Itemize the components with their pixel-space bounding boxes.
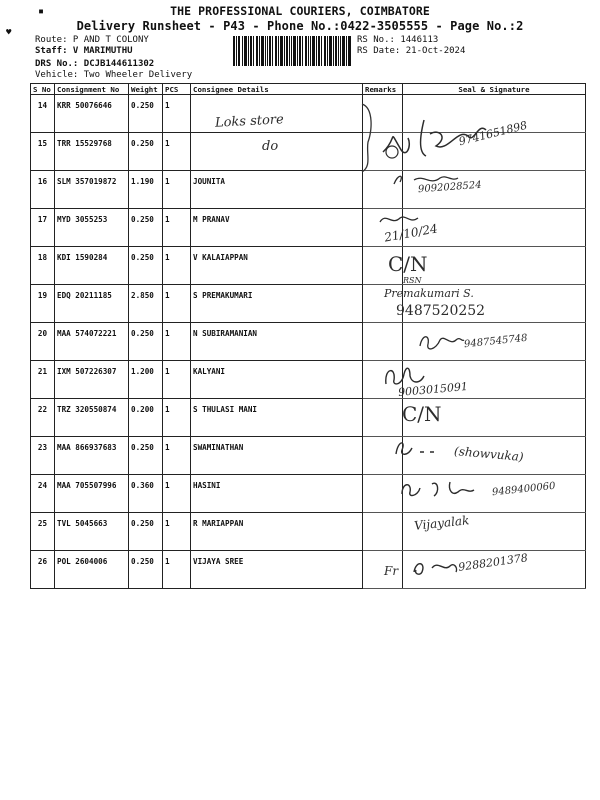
signature-phone-r19: 9487520252 xyxy=(396,303,486,319)
drs-value: DCJB144611302 xyxy=(83,59,155,69)
cell-weight: 0.250 xyxy=(129,247,163,285)
cell-consignee: S THULASI MANI xyxy=(191,399,363,437)
col-header-remarks: Remarks xyxy=(363,84,403,95)
col-header-consignment: Consignment No xyxy=(55,84,129,95)
cell-seal-signature xyxy=(403,171,586,209)
cell-sno: 18 xyxy=(31,247,55,285)
rs-date: RS Date: 21-Oct-2024 xyxy=(357,46,466,56)
cell-remarks xyxy=(363,285,403,323)
cell-pcs: 1 xyxy=(163,171,191,209)
cell-consignee: JOUNITA xyxy=(191,171,363,209)
cell-consignment-no: KRR 50076646 xyxy=(55,95,129,133)
handwritten-consignee-r14: Loks store xyxy=(214,112,285,131)
cell-sno: 25 xyxy=(31,513,55,551)
cell-seal-signature xyxy=(403,437,586,475)
cell-consignment-no: TVL 5045663 xyxy=(55,513,129,551)
table-row xyxy=(31,437,586,475)
signature-cn-r22: C/N xyxy=(402,402,442,426)
cell-sno: 14 xyxy=(31,95,55,133)
cell-remarks xyxy=(363,551,403,589)
table-row xyxy=(31,323,586,361)
cell-consignment-no: IXM 507226307 xyxy=(55,361,129,399)
cell-weight: 0.250 xyxy=(129,209,163,247)
handwritten-consignee-r15: do xyxy=(262,139,279,154)
cell-weight: 0.250 xyxy=(129,437,163,475)
runsheet-table xyxy=(30,83,586,589)
col-header-seal-signature: Seal & Signature xyxy=(403,84,586,95)
cell-seal-signature xyxy=(403,247,586,285)
cell-consignee xyxy=(191,95,363,133)
signature-phone-r14: 9741651898 xyxy=(457,118,529,149)
cell-seal-signature xyxy=(403,323,586,361)
cell-consignment-no: POL 2604006 xyxy=(55,551,129,589)
cell-seal-signature xyxy=(403,399,586,437)
signature-prefix-r26: Fr xyxy=(384,564,399,578)
cell-weight: 2.850 xyxy=(129,285,163,323)
drs-number xyxy=(35,59,154,69)
cell-pcs: 1 xyxy=(163,285,191,323)
table-row xyxy=(31,551,586,589)
cell-pcs: 1 xyxy=(163,361,191,399)
staff-label: Staff: V MARIMUTHU xyxy=(35,46,133,56)
table-row xyxy=(31,133,586,171)
cell-seal-signature xyxy=(403,209,586,247)
rs-number: RS No.: 1446113 xyxy=(357,35,439,45)
cell-consignee: M PRANAV xyxy=(191,209,363,247)
table-row xyxy=(31,209,586,247)
cell-consignee xyxy=(191,133,363,171)
cell-sno: 15 xyxy=(31,133,55,171)
cell-weight: 0.250 xyxy=(129,323,163,361)
cell-seal-signature xyxy=(403,133,586,171)
signature-name-r19: Premakumari S. xyxy=(384,287,474,300)
route-label: Route: P AND T COLONY xyxy=(35,35,149,45)
cell-consignment-no: MYD 3055253 xyxy=(55,209,129,247)
table-row xyxy=(31,171,586,209)
cell-sno: 20 xyxy=(31,323,55,361)
table-row xyxy=(31,247,586,285)
signature-name-r25: Vijayalak xyxy=(413,513,470,533)
cell-pcs: 1 xyxy=(163,551,191,589)
signature-phone-r24: 9489400060 xyxy=(491,480,557,499)
table-row xyxy=(31,513,586,551)
drs-label: DRS No.: xyxy=(35,59,79,69)
cell-weight: 0.200 xyxy=(129,399,163,437)
cell-consignment-no: MAA 866937683 xyxy=(55,437,129,475)
cell-seal-signature xyxy=(403,551,586,589)
cell-remarks xyxy=(363,399,403,437)
cell-seal-signature xyxy=(403,475,586,513)
cell-pcs: 1 xyxy=(163,513,191,551)
signature-phone-r20: 9487545748 xyxy=(463,332,529,351)
cell-sno: 19 xyxy=(31,285,55,323)
signature-phone-r26: 9288201378 xyxy=(457,551,529,574)
signature-note-r18: RSN xyxy=(403,276,422,285)
cell-consignee: KALYANI xyxy=(191,361,363,399)
cell-consignee: R MARIAPPAN xyxy=(191,513,363,551)
cell-consignee: V KALAIAPPAN xyxy=(191,247,363,285)
col-header-weight: Weight xyxy=(129,84,163,95)
cell-pcs: 1 xyxy=(163,247,191,285)
cell-consignment-no: TRR 15529768 xyxy=(55,133,129,171)
cell-weight: 1.200 xyxy=(129,361,163,399)
cell-sno: 24 xyxy=(31,475,55,513)
cell-seal-signature xyxy=(403,95,586,133)
barcode-image xyxy=(233,36,351,66)
cell-weight: 0.250 xyxy=(129,133,163,171)
cell-pcs: 1 xyxy=(163,475,191,513)
cell-consignment-no: TRZ 320550874 xyxy=(55,399,129,437)
table-row xyxy=(31,95,586,133)
cell-sno: 17 xyxy=(31,209,55,247)
cell-weight: 1.190 xyxy=(129,171,163,209)
cell-remarks xyxy=(363,247,403,285)
cell-remarks xyxy=(363,95,403,133)
cell-remarks xyxy=(363,475,403,513)
vehicle-label: Vehicle: Two Wheeler Delivery xyxy=(35,70,193,80)
cell-pcs: 1 xyxy=(163,209,191,247)
cell-consignee: HASINI xyxy=(191,475,363,513)
signature-name-r23: (showvuka) xyxy=(453,443,525,465)
cell-sno: 16 xyxy=(31,171,55,209)
signature-phone-r21: 9003015091 xyxy=(397,379,469,400)
cell-seal-signature xyxy=(403,361,586,399)
col-header-sno: S No xyxy=(31,84,55,95)
table-row xyxy=(31,475,586,513)
table-row xyxy=(31,285,586,323)
cell-remarks xyxy=(363,133,403,171)
cell-remarks xyxy=(363,209,403,247)
table-row xyxy=(31,361,586,399)
cell-consignee: S PREMAKUMARI xyxy=(191,285,363,323)
cell-sno: 26 xyxy=(31,551,55,589)
cell-pcs: 1 xyxy=(163,133,191,171)
cell-pcs: 1 xyxy=(163,399,191,437)
cell-sno: 22 xyxy=(31,399,55,437)
cell-consignee: VIJAYA SREE xyxy=(191,551,363,589)
cell-seal-signature xyxy=(403,513,586,551)
cell-weight: 0.250 xyxy=(129,95,163,133)
cell-consignment-no: EDQ 20211185 xyxy=(55,285,129,323)
cell-consignment-no: KDI 1590284 xyxy=(55,247,129,285)
signature-cn-r18: C/N xyxy=(388,252,428,276)
runsheet-subtitle: Delivery Runsheet - P43 - Phone No.:0422-3505555 - Page No.:2 xyxy=(76,19,524,33)
cell-weight: 0.250 xyxy=(129,513,163,551)
stray-mark-heart: ♥ xyxy=(6,28,12,38)
cell-consignee: N SUBIRAMANIAN xyxy=(191,323,363,361)
cell-remarks xyxy=(363,437,403,475)
stray-mark-dot: ▪ xyxy=(38,6,45,17)
signature-date-r17: 21/10/24 xyxy=(383,221,439,245)
col-header-consignee: Consignee Details xyxy=(191,84,363,95)
signature-phone-r16: 9092028524 xyxy=(417,179,482,196)
cell-weight: 0.250 xyxy=(129,551,163,589)
table-header-row xyxy=(31,84,586,95)
cell-pcs: 1 xyxy=(163,95,191,133)
cell-sno: 23 xyxy=(31,437,55,475)
cell-pcs: 1 xyxy=(163,323,191,361)
cell-sno: 21 xyxy=(31,361,55,399)
cell-remarks xyxy=(363,361,403,399)
cell-consignment-no: SLM 357019872 xyxy=(55,171,129,209)
cell-consignment-no: MAA 574072221 xyxy=(55,323,129,361)
cell-consignee: SWAMINATHAN xyxy=(191,437,363,475)
cell-remarks xyxy=(363,171,403,209)
cell-remarks xyxy=(363,323,403,361)
cell-pcs: 1 xyxy=(163,437,191,475)
col-header-pcs: PCS xyxy=(163,84,191,95)
cell-weight: 0.360 xyxy=(129,475,163,513)
cell-consignment-no: MAA 705507996 xyxy=(55,475,129,513)
cell-seal-signature xyxy=(403,285,586,323)
cell-remarks xyxy=(363,513,403,551)
company-title: THE PROFESSIONAL COURIERS, COIMBATORE xyxy=(170,4,430,18)
table-row xyxy=(31,399,586,437)
